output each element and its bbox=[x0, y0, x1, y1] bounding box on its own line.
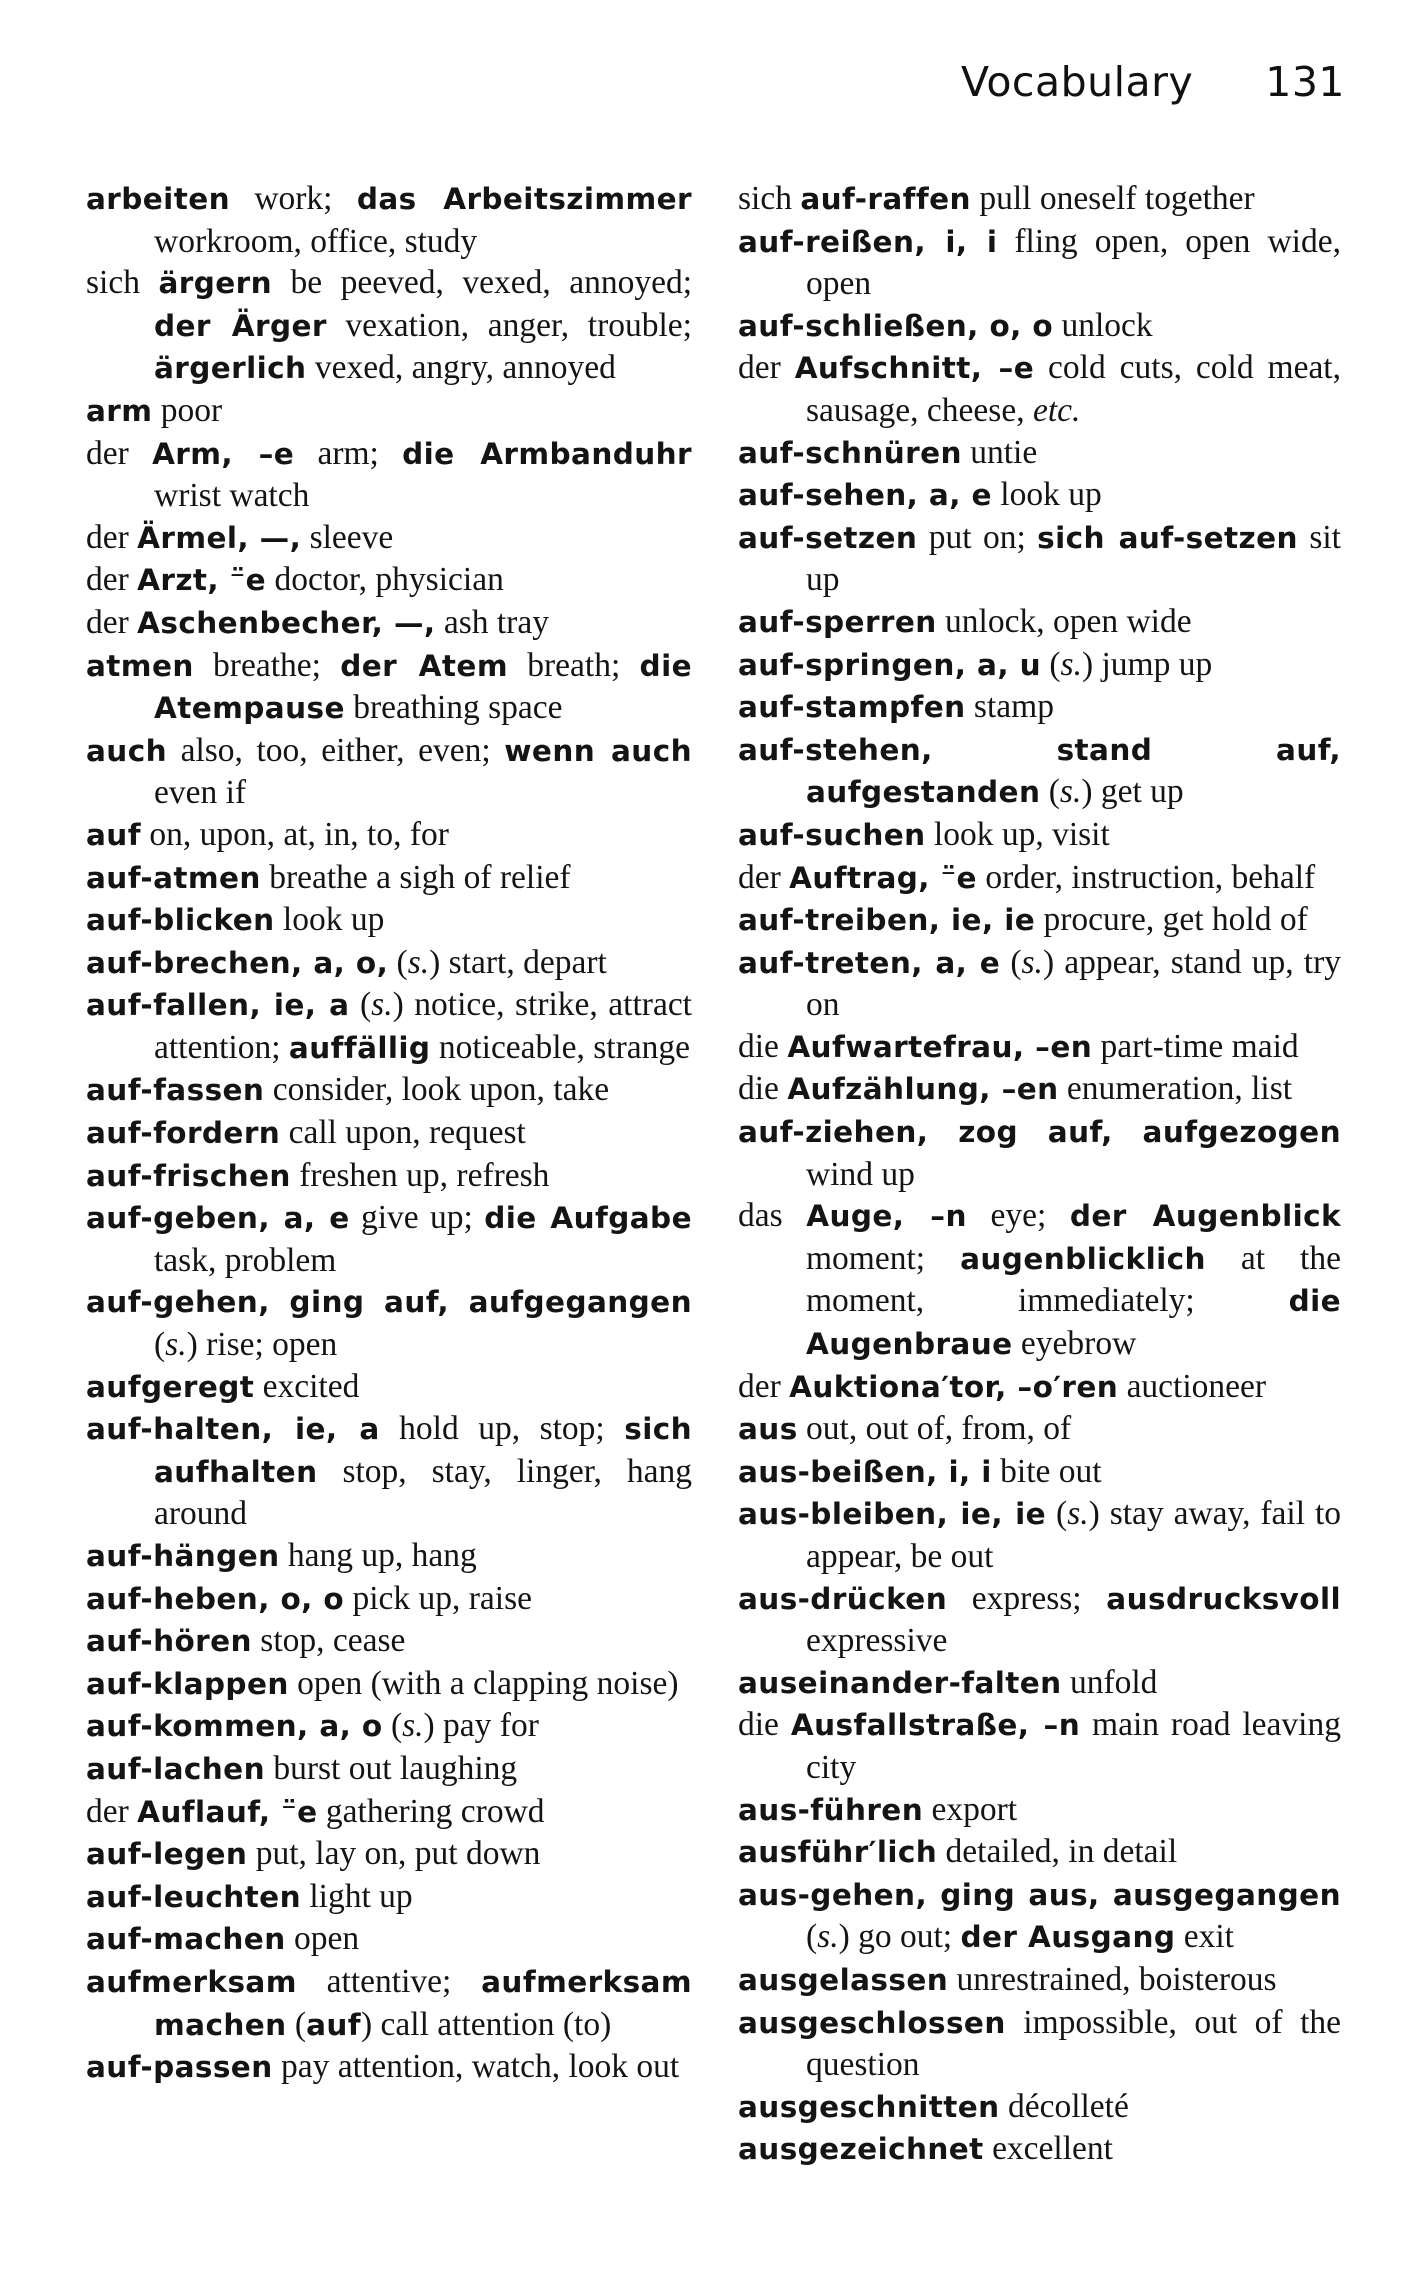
definition-text: ) stay away, fail to appear, be out bbox=[806, 1495, 1342, 1575]
headword: auf-schließen, o, o bbox=[738, 308, 1054, 343]
headword: auf-setzen bbox=[738, 520, 918, 555]
definition-text: breathe a sigh of relief bbox=[260, 858, 571, 896]
definition-text: breathing space bbox=[344, 689, 563, 727]
definition-text: put, lay on, put down bbox=[247, 1835, 541, 1873]
vocab-entry bbox=[738, 221, 1341, 305]
definition-text: pick up, raise bbox=[344, 1579, 533, 1617]
vocab-entry bbox=[86, 1918, 692, 1961]
definition-text: ( bbox=[806, 1918, 818, 1956]
vocab-entry bbox=[738, 644, 1341, 687]
vocab-entry bbox=[86, 1791, 692, 1834]
vocab-entry bbox=[86, 814, 692, 857]
italic-note: s. bbox=[165, 1326, 187, 1364]
headword: die Augenbraue bbox=[806, 1284, 1341, 1362]
definition-text: pull oneself together bbox=[970, 180, 1255, 217]
headword: ausdrucksvoll bbox=[1106, 1581, 1341, 1616]
headword: ausgezeichnet bbox=[738, 2132, 984, 2167]
vocab-entry bbox=[738, 1026, 1341, 1069]
definition-text: express; bbox=[947, 1579, 1107, 1617]
definition-text: hold up, stop; bbox=[379, 1410, 625, 1448]
definition-text: ( bbox=[154, 1326, 166, 1364]
italic-note: s. bbox=[407, 943, 430, 981]
headword: auf-treiben, ie, ie bbox=[738, 903, 1036, 938]
definition-text: ( bbox=[349, 986, 372, 1024]
definition-text: cold cuts, cold meat, sausage, cheese, bbox=[806, 349, 1341, 429]
definition-text: ) start, depart bbox=[429, 943, 607, 981]
vocab-entry bbox=[738, 1451, 1341, 1494]
headword: auf-atmen bbox=[86, 860, 261, 895]
vocab-entry bbox=[86, 1155, 692, 1198]
definition-text: die bbox=[738, 1070, 788, 1108]
definition-text: gathering crowd bbox=[317, 1792, 545, 1830]
headword: auf-brechen, a, o, bbox=[86, 945, 389, 980]
headword: auf-fassen bbox=[86, 1073, 265, 1108]
headword: Aufzählung, –en bbox=[787, 1072, 1059, 1107]
headword: auf-fallen, ie, a bbox=[86, 988, 350, 1023]
definition-text: main road leaving city bbox=[806, 1706, 1341, 1786]
vocab-entry bbox=[738, 305, 1341, 348]
definition-text: ) appear, stand up, try on bbox=[806, 943, 1341, 1024]
vocab-entry bbox=[738, 1578, 1341, 1662]
headword: auf-halten, ie, a bbox=[86, 1412, 380, 1447]
headword: aus-drücken bbox=[738, 1581, 948, 1616]
headword: der Ausgang bbox=[960, 1920, 1176, 1955]
definition-text: doctor, physician bbox=[266, 561, 504, 599]
definition-text: noticeable, strange bbox=[430, 1028, 690, 1066]
headword: auf-ziehen, zog auf, aufgezogen bbox=[738, 1115, 1341, 1150]
headword: ärgern bbox=[158, 266, 272, 301]
definition-text: workroom, office, study bbox=[154, 222, 478, 260]
vocab-entry bbox=[738, 601, 1341, 644]
headword: auf-gehen, ging auf, aufgegangen bbox=[86, 1285, 692, 1320]
vocab-entry bbox=[86, 1197, 692, 1281]
definition-text: breathe; bbox=[193, 646, 341, 684]
headword: ausgelassen bbox=[738, 1962, 949, 1997]
definition-text: der bbox=[86, 561, 138, 599]
definition-text: unrestrained, boisterous bbox=[948, 1960, 1277, 1998]
definition-text: sich bbox=[738, 180, 801, 217]
definition-text: be peeved, vexed, annoyed; bbox=[272, 264, 692, 302]
headword: aufmerksam bbox=[86, 1964, 297, 1999]
definition-text: unfold bbox=[1061, 1663, 1158, 1701]
definition-text: excellent bbox=[983, 2130, 1113, 2168]
vocab-entry bbox=[738, 2128, 1341, 2171]
vocab-entry bbox=[86, 1408, 692, 1535]
headword: auf-leuchten bbox=[86, 1879, 301, 1914]
italic-note: s. bbox=[402, 1707, 424, 1745]
vocab-entry bbox=[738, 1408, 1341, 1451]
headword: auf-kommen, a, o bbox=[86, 1709, 383, 1744]
definition-text: moment; bbox=[806, 1239, 961, 1277]
headword: aus-beißen, i, i bbox=[738, 1454, 992, 1489]
vocab-entry bbox=[738, 1831, 1341, 1874]
headword: Auge, –n bbox=[806, 1199, 967, 1234]
vocab-entry bbox=[86, 2046, 692, 2089]
vocab-entry bbox=[86, 1281, 692, 1365]
definition-text: on, upon, at, in, to, for bbox=[140, 815, 449, 853]
vocab-entry bbox=[86, 1620, 692, 1663]
page-title: Vocabulary bbox=[960, 58, 1194, 106]
definition-text: burst out laughing bbox=[264, 1749, 518, 1787]
headword: auf-sehen, a, e bbox=[738, 478, 992, 513]
definition-text: impossible, out of the question bbox=[806, 2003, 1341, 2084]
headword: Aufschnitt, –e bbox=[794, 351, 1035, 386]
italic-note: s. bbox=[1067, 1495, 1089, 1533]
definition-text: wrist watch bbox=[154, 477, 310, 515]
headword: Arzt, ⁻̈e bbox=[137, 563, 267, 598]
italic-note: etc. bbox=[1032, 391, 1081, 429]
vocab-entry bbox=[86, 730, 692, 814]
definition-text: ) notice, strike, attract attention; bbox=[154, 986, 692, 1066]
headword: Aufwartefrau, –en bbox=[787, 1029, 1093, 1064]
definition-text: task, problem bbox=[154, 1241, 337, 1279]
vocab-entry bbox=[86, 645, 692, 730]
definition-text: freshen up, refresh bbox=[290, 1156, 550, 1194]
headword: auf bbox=[306, 2007, 362, 2042]
definition-text: ( bbox=[388, 943, 408, 981]
definition-text: der bbox=[86, 603, 138, 641]
definition-text: fling open, open wide, open bbox=[806, 222, 1341, 303]
headword: auch bbox=[86, 733, 167, 768]
headword: Ärmel, —, bbox=[137, 520, 302, 555]
definition-text: export bbox=[923, 1790, 1018, 1828]
definition-text: unlock, open wide bbox=[936, 602, 1192, 640]
vocab-entry bbox=[86, 433, 692, 517]
headword: ärgerlich bbox=[154, 351, 307, 386]
italic-note: s. bbox=[1059, 773, 1082, 811]
definition-text: hang up, hang bbox=[279, 1537, 477, 1574]
headword: auf-heben, o, o bbox=[86, 1581, 345, 1616]
definition-text: ( bbox=[1046, 1495, 1068, 1533]
definition-text: also, too, either, even; bbox=[167, 731, 505, 769]
definition-text: ( bbox=[1040, 773, 1060, 811]
definition-text: look up bbox=[274, 901, 385, 939]
headword: Aschenbecher, —, bbox=[137, 605, 436, 640]
definition-text: attentive; bbox=[296, 1962, 482, 2000]
vocab-entry bbox=[738, 729, 1341, 814]
vocab-entry bbox=[738, 814, 1341, 857]
headword: auf-raffen bbox=[800, 182, 971, 216]
vocab-entry bbox=[86, 1748, 692, 1791]
italic-note: s. bbox=[817, 1918, 839, 1956]
headword: der Ärger bbox=[154, 308, 327, 343]
vocab-entry bbox=[86, 1961, 692, 2046]
vocab-entry bbox=[86, 1578, 692, 1621]
vocab-entry bbox=[86, 517, 692, 560]
headword: ausgeschlossen bbox=[738, 2005, 1006, 2040]
definition-text: out, out of, from, of bbox=[797, 1410, 1072, 1448]
headword: aufgeregt bbox=[86, 1369, 255, 1404]
vocab-entry bbox=[86, 899, 692, 942]
vocab-entry bbox=[86, 1366, 692, 1409]
vocab-entry bbox=[738, 517, 1341, 601]
definition-text: ) jump up bbox=[1081, 645, 1213, 683]
headword: auf-springen, a, u bbox=[738, 647, 1041, 682]
vocab-entry bbox=[86, 1663, 692, 1706]
definition-text: ( bbox=[382, 1707, 403, 1745]
definition-text: breath; bbox=[507, 646, 640, 684]
vocab-entry bbox=[738, 2002, 1341, 2086]
vocab-entry bbox=[86, 1112, 692, 1155]
headword: auf-reißen, i, i bbox=[738, 224, 998, 259]
definition-text: untie bbox=[961, 433, 1038, 471]
headword: auf bbox=[86, 817, 141, 852]
definition-text: ) go out; bbox=[838, 1918, 961, 1956]
headword: auf-stehen, stand auf, aufgestanden bbox=[738, 732, 1341, 810]
italic-note: s. bbox=[1060, 645, 1082, 683]
headword: die Atempause bbox=[154, 648, 692, 726]
definition-text: der bbox=[738, 858, 790, 896]
headword: aus bbox=[738, 1412, 798, 1447]
headword: auf-fordern bbox=[86, 1116, 281, 1151]
vocab-entry bbox=[738, 1662, 1341, 1705]
headword: auf-legen bbox=[86, 1837, 248, 1872]
definition-text: arm; bbox=[294, 434, 403, 472]
definition-text: ( bbox=[1000, 943, 1022, 981]
headword: auf-machen bbox=[86, 1922, 286, 1957]
definition-text: put on; bbox=[917, 518, 1038, 556]
headword: Ausfallstraße, –n bbox=[790, 1708, 1081, 1743]
definition-text: enumeration, list bbox=[1058, 1070, 1293, 1108]
definition-text: die bbox=[738, 1027, 788, 1065]
headword: auf-treten, a, e bbox=[738, 945, 1001, 980]
headword: aufmerksam machen bbox=[154, 1964, 692, 2042]
vocab-entry bbox=[738, 942, 1341, 1026]
definition-text: das bbox=[738, 1197, 807, 1235]
definition-text: vexation, anger, trouble; bbox=[326, 306, 692, 344]
definition-text: der bbox=[86, 518, 138, 556]
definition-text: ( bbox=[286, 2005, 307, 2043]
definition-text: call upon, request bbox=[280, 1114, 526, 1152]
definition-text: sit up bbox=[806, 518, 1341, 599]
definition-text: excited bbox=[254, 1367, 360, 1405]
headword: atmen bbox=[86, 648, 194, 683]
vocab-entry bbox=[86, 1833, 692, 1876]
definition-text: open (with a clapping noise) bbox=[288, 1664, 679, 1702]
vocab-entry bbox=[86, 1876, 692, 1919]
definition-text: ) pay for bbox=[423, 1707, 539, 1745]
headword: ausgeschnitten bbox=[738, 2089, 1000, 2124]
headword: aus-gehen, ging aus, ausgegangen bbox=[738, 1877, 1341, 1912]
definition-text: stamp bbox=[965, 688, 1054, 726]
definition-text: ash tray bbox=[435, 603, 549, 641]
definition-text: poor bbox=[152, 391, 223, 429]
headword: Auflauf, ⁻̈e bbox=[137, 1794, 318, 1829]
vocab-entry bbox=[738, 1493, 1341, 1577]
headword: auf-stampfen bbox=[738, 690, 966, 725]
italic-note: s. bbox=[1021, 943, 1043, 981]
vocab-entry bbox=[738, 1704, 1341, 1788]
headword: der Atem bbox=[340, 648, 508, 683]
vocab-entry bbox=[86, 178, 692, 262]
headword: die Aufgabe bbox=[484, 1201, 692, 1236]
vocab-entry bbox=[86, 984, 692, 1069]
headword: wenn auch bbox=[504, 733, 693, 768]
vocab-entry bbox=[738, 474, 1341, 517]
vocab-entry bbox=[86, 559, 692, 602]
headword: auf-blicken bbox=[86, 903, 275, 938]
vocab-entry bbox=[738, 2086, 1341, 2129]
definition-text: work; bbox=[230, 180, 357, 217]
definition-text: order, instruction, behalf bbox=[976, 858, 1316, 896]
definition-text: sleeve bbox=[301, 518, 394, 556]
vocab-entry bbox=[738, 899, 1341, 942]
headword: auf-sperren bbox=[738, 604, 937, 639]
definition-text: der bbox=[86, 434, 153, 472]
vocab-entry bbox=[86, 1069, 692, 1112]
definition-text: sich bbox=[86, 264, 159, 302]
vocab-entry bbox=[738, 1111, 1341, 1195]
definition-text: stop, stay, linger, hang around bbox=[154, 1452, 692, 1533]
definition-text: décolleté bbox=[999, 2087, 1129, 2125]
definition-text: detailed, in detail bbox=[937, 1833, 1178, 1871]
definition-text: open bbox=[285, 1920, 360, 1958]
vocab-entry bbox=[86, 1535, 692, 1578]
headword: auf-lachen bbox=[86, 1751, 265, 1786]
headword: auf-schnüren bbox=[738, 435, 962, 470]
vocab-entry bbox=[738, 347, 1341, 431]
page-number: 131 bbox=[1265, 58, 1345, 106]
headword: Arm, –e bbox=[152, 436, 295, 471]
vocab-entry bbox=[86, 942, 692, 985]
headword: arbeiten bbox=[86, 182, 231, 216]
headword: Auftrag, ⁻̈e bbox=[789, 860, 977, 895]
headword: Auktiona′tor, –o′ren bbox=[789, 1369, 1119, 1404]
definition-text: bite out bbox=[991, 1452, 1102, 1490]
vocab-entry bbox=[86, 262, 692, 390]
definition-text: vexed, angry, annoyed bbox=[306, 349, 616, 387]
vocab-entry bbox=[738, 178, 1341, 221]
vocab-entry bbox=[738, 1068, 1341, 1111]
headword: augenblicklich bbox=[960, 1241, 1206, 1276]
headword: auffällig bbox=[288, 1030, 431, 1065]
definition-text: unlock bbox=[1053, 306, 1153, 344]
running-head bbox=[961, 58, 1345, 106]
vocab-entry bbox=[738, 432, 1341, 475]
definition-text: wind up bbox=[806, 1155, 915, 1193]
left-column bbox=[86, 178, 692, 2089]
definition-text: part-time maid bbox=[1092, 1027, 1299, 1065]
vocab-entry bbox=[738, 1789, 1341, 1832]
definition-text: look up, visit bbox=[925, 815, 1110, 853]
definition-text: at the moment, immediately; bbox=[806, 1239, 1341, 1320]
vocab-entry bbox=[86, 390, 692, 433]
headword: auf-passen bbox=[86, 2050, 273, 2085]
definition-text: eyebrow bbox=[1012, 1325, 1137, 1363]
definition-text: stop, cease bbox=[251, 1622, 406, 1660]
headword: auf-suchen bbox=[738, 817, 926, 852]
vocab-entry bbox=[738, 857, 1341, 900]
definition-text: expressive bbox=[806, 1622, 948, 1660]
headword: aus-führen bbox=[738, 1792, 924, 1827]
headword: aus-bleiben, ie, ie bbox=[738, 1497, 1047, 1532]
definition-text: auctioneer bbox=[1118, 1367, 1267, 1405]
definition-text: der bbox=[738, 1367, 790, 1405]
definition-text: ) get up bbox=[1081, 773, 1184, 811]
headword: sich auf-setzen bbox=[1037, 520, 1298, 555]
definition-text: der bbox=[86, 1792, 138, 1830]
definition-text: exit bbox=[1175, 1918, 1234, 1956]
headword: sich aufhalten bbox=[154, 1412, 692, 1489]
headword: auseinander-falten bbox=[738, 1665, 1062, 1700]
headword: der Augenblick bbox=[1069, 1199, 1342, 1234]
headword: auf-frischen bbox=[86, 1158, 291, 1193]
definition-text: give up; bbox=[349, 1199, 485, 1237]
vocab-entry bbox=[86, 857, 692, 900]
vocab-entry bbox=[738, 686, 1341, 729]
vocab-entry bbox=[738, 1959, 1341, 2002]
headword: arm bbox=[86, 393, 153, 428]
definition-text: ) rise; open bbox=[186, 1326, 338, 1364]
headword: auf-klappen bbox=[86, 1666, 289, 1701]
definition-text: der bbox=[738, 349, 795, 387]
vocab-entry bbox=[86, 602, 692, 645]
headword: die Armbanduhr bbox=[402, 436, 692, 471]
definition-text: die bbox=[738, 1706, 791, 1744]
definition-text: even if bbox=[154, 774, 247, 812]
headword: auf-geben, a, e bbox=[86, 1201, 350, 1236]
definition-text: procure, get hold of bbox=[1035, 901, 1308, 939]
definition-text: pay attention, watch, look out bbox=[272, 2048, 680, 2086]
headword: das Arbeitszimmer bbox=[356, 182, 692, 216]
italic-note: s. bbox=[371, 986, 393, 1024]
headword: auf-hören bbox=[86, 1624, 252, 1659]
vocab-entry bbox=[738, 1195, 1341, 1365]
vocab-entry bbox=[738, 1874, 1341, 1959]
definition-text: light up bbox=[301, 1877, 413, 1915]
vocab-entry bbox=[86, 1705, 692, 1748]
definition-text: look up bbox=[991, 476, 1102, 514]
definition-text: ) call attention (to) bbox=[361, 2005, 612, 2043]
definition-text: consider, look upon, take bbox=[264, 1071, 610, 1109]
vocab-entry bbox=[738, 1366, 1341, 1409]
definition-text: ( bbox=[1041, 645, 1061, 683]
definition-text: eye; bbox=[966, 1197, 1070, 1235]
headword: ausführ′lich bbox=[738, 1835, 938, 1870]
right-column bbox=[738, 178, 1341, 2171]
headword: auf-hängen bbox=[86, 1539, 280, 1573]
